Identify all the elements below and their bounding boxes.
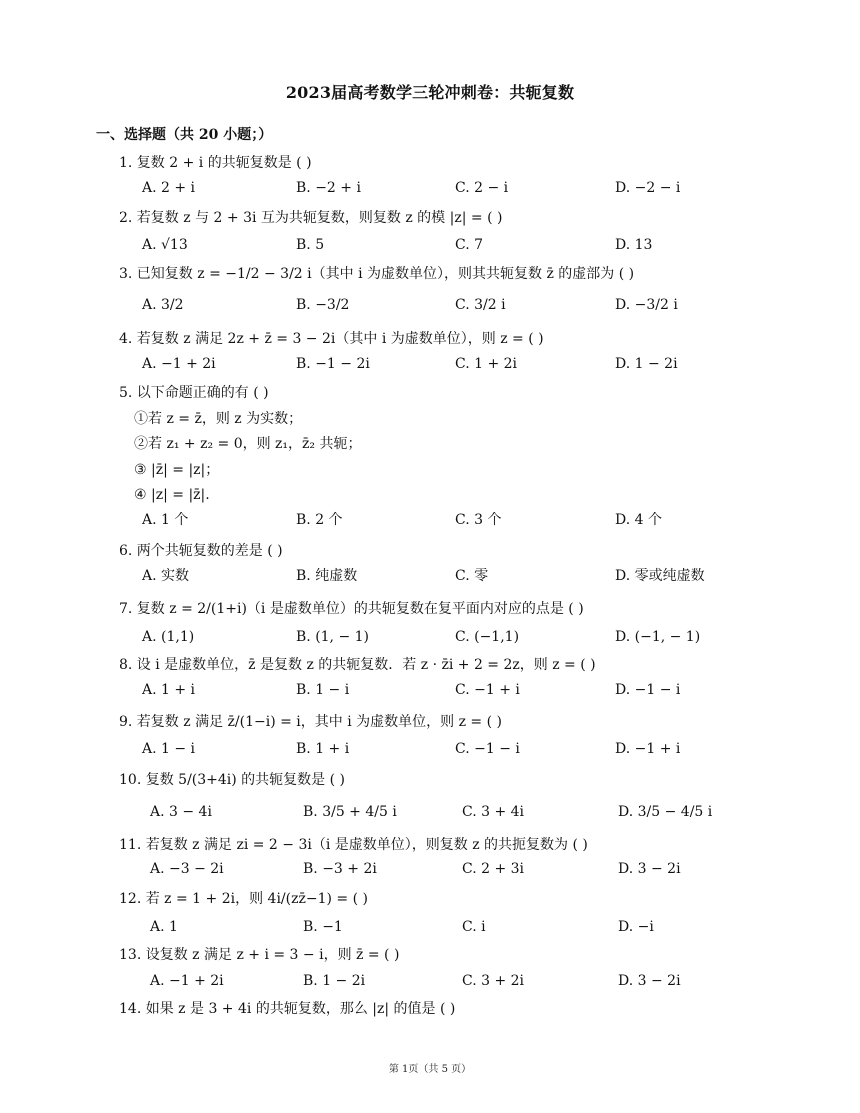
- question-13-option-d: D. 3 − 2i: [618, 973, 681, 989]
- question-7-option-c: C. (−1,1): [455, 629, 520, 645]
- question-11-option-d: D. 3 − 2i: [618, 861, 681, 877]
- question-13-stem: 13. 设复数 z 满足 z + i = 3 − i，则 z̄ = ( ): [119, 947, 400, 963]
- question-11-option-a: A. −3 − 2i: [150, 861, 224, 877]
- question-5-statement-1: ①若 z = z̄，则 z 为实数；: [134, 411, 303, 427]
- question-3-option-c: C. 3/2 i: [455, 297, 506, 313]
- question-3-option-b: B. −3/2: [296, 297, 350, 313]
- question-6-option-b: B. 纯虚数: [296, 568, 358, 584]
- question-6-option-d: D. 零或纯虚数: [615, 568, 705, 584]
- question-12-option-a: A. 1: [150, 919, 178, 935]
- section-heading: 一、选择题（共 20 小题；）: [96, 127, 273, 143]
- question-5-statement-4: ④ |z| = |z̄|.: [134, 487, 210, 503]
- question-4-stem: 4. 若复数 z 满足 2z + z̄ = 3 − 2i（其中 i 为虚数单位），则 z = ( ): [119, 331, 544, 347]
- question-1-option-b: B. −2 + i: [296, 180, 361, 196]
- question-10-option-a: A. 3 − 4i: [150, 804, 212, 820]
- question-9-stem: 9. 若复数 z 满足 z̄/(1−i) = i，其中 i 为虚数单位，则 z = ( ): [119, 714, 502, 730]
- question-8-option-d: D. −1 − i: [615, 682, 681, 698]
- page-footer: 第 1页（共 5 页）: [388, 1064, 472, 1075]
- question-2-option-d: D. 13: [615, 237, 653, 253]
- question-7-option-b: B. (1, − 1): [296, 629, 370, 645]
- question-11-option-c: C. 2 + 3i: [462, 861, 525, 877]
- question-14-stem: 14. 如果 z 是 3 + 4i 的共轭复数，那么 |z| 的值是 ( ): [119, 1001, 456, 1017]
- question-3-option-d: D. −3/2 i: [615, 297, 678, 313]
- question-9-option-c: C. −1 − i: [455, 741, 520, 757]
- question-3-stem: 3. 已知复数 z = −1/2 − 3/2 i（其中 i 为虚数单位），则其共轭复数 z̄ 的虚部为 ( ): [119, 266, 635, 282]
- question-4-option-b: B. −1 − 2i: [296, 356, 370, 372]
- question-5-option-b: B. 2 个: [296, 512, 343, 528]
- question-8-option-c: C. −1 + i: [455, 682, 520, 698]
- question-4-option-a: A. −1 + 2i: [142, 356, 216, 372]
- question-5-statement-2: ②若 z₁ + z₂ = 0，则 z₁，z̄₂ 共轭；: [134, 436, 362, 452]
- question-13-option-c: C. 3 + 2i: [462, 973, 525, 989]
- question-6-option-a: A. 实数: [142, 568, 190, 584]
- question-2-option-a: A. √13: [142, 237, 188, 253]
- question-4-option-d: D. 1 − 2i: [615, 356, 678, 372]
- question-7-option-a: A. (1,1): [142, 629, 195, 645]
- question-9-option-a: A. 1 − i: [142, 741, 196, 757]
- question-7-option-d: D. (−1, − 1): [615, 629, 701, 645]
- question-4-option-c: C. 1 + 2i: [455, 356, 518, 372]
- question-13-option-a: A. −1 + 2i: [150, 973, 224, 989]
- question-10-option-b: B. 3/5 + 4/5 i: [303, 804, 397, 820]
- question-10-option-c: C. 3 + 4i: [462, 804, 525, 820]
- question-7-stem: 7. 复数 z = 2/(1+i)（i 是虚数单位）的共轭复数在复平面内对应的点是 ( ): [119, 601, 584, 617]
- question-5-option-a: A. 1 个: [142, 512, 189, 528]
- question-12-option-c: C. i: [462, 919, 486, 935]
- question-2-stem: 2. 若复数 z 与 2 + 3i 互为共轭复数，则复数 z 的模 |z| = ( ): [119, 210, 503, 226]
- question-2-option-b: B. 5: [296, 237, 325, 253]
- question-10-stem: 10. 复数 5/(3+4i) 的共轭复数是 ( ): [119, 772, 346, 788]
- question-5-statement-3: ③ |z̄| = |z|；: [134, 462, 220, 478]
- question-13-option-b: B. 1 − 2i: [303, 973, 366, 989]
- question-1-option-a: A. 2 + i: [142, 180, 196, 196]
- page-title: 2023届高考数学三轮冲刺卷：共轭复数: [285, 83, 575, 102]
- question-6-option-c: C. 零: [455, 568, 489, 584]
- question-1-stem: 1. 复数 2 + i 的共轭复数是 ( ): [119, 155, 312, 171]
- question-12-stem: 12. 若 z = 1 + 2i，则 4i/(zz̄−1) = ( ): [119, 891, 368, 907]
- question-1-option-c: C. 2 − i: [455, 180, 509, 196]
- question-2-option-c: C. 7: [455, 237, 484, 253]
- question-9-option-d: D. −1 + i: [615, 741, 681, 757]
- question-9-option-b: B. 1 + i: [296, 741, 350, 757]
- question-11-option-b: B. −3 + 2i: [303, 861, 377, 877]
- question-5-option-d: D. 4 个: [615, 512, 662, 528]
- question-5-option-c: C. 3 个: [455, 512, 502, 528]
- question-12-option-d: D. −i: [618, 919, 654, 935]
- question-12-option-b: B. −1: [303, 919, 343, 935]
- question-11-stem: 11. 若复数 z 满足 zi = 2 − 3i（i 是虚数单位），则复数 z 的共扼复数为 ( ): [119, 837, 588, 853]
- question-1-option-d: D. −2 − i: [615, 180, 681, 196]
- question-3-option-a: A. 3/2: [142, 297, 184, 313]
- question-10-option-d: D. 3/5 − 4/5 i: [618, 804, 713, 820]
- question-8-stem: 8. 设 i 是虚数单位，z̄ 是复数 z 的共轭复数．若 z · z̄i + 2 = 2z，则 z = ( ): [119, 657, 596, 673]
- question-6-stem: 6. 两个共轭复数的差是 ( ): [119, 543, 283, 559]
- question-8-option-a: A. 1 + i: [142, 682, 196, 698]
- question-8-option-b: B. 1 − i: [296, 682, 350, 698]
- question-5-stem: 5. 以下命题正确的有 ( ): [119, 385, 269, 401]
